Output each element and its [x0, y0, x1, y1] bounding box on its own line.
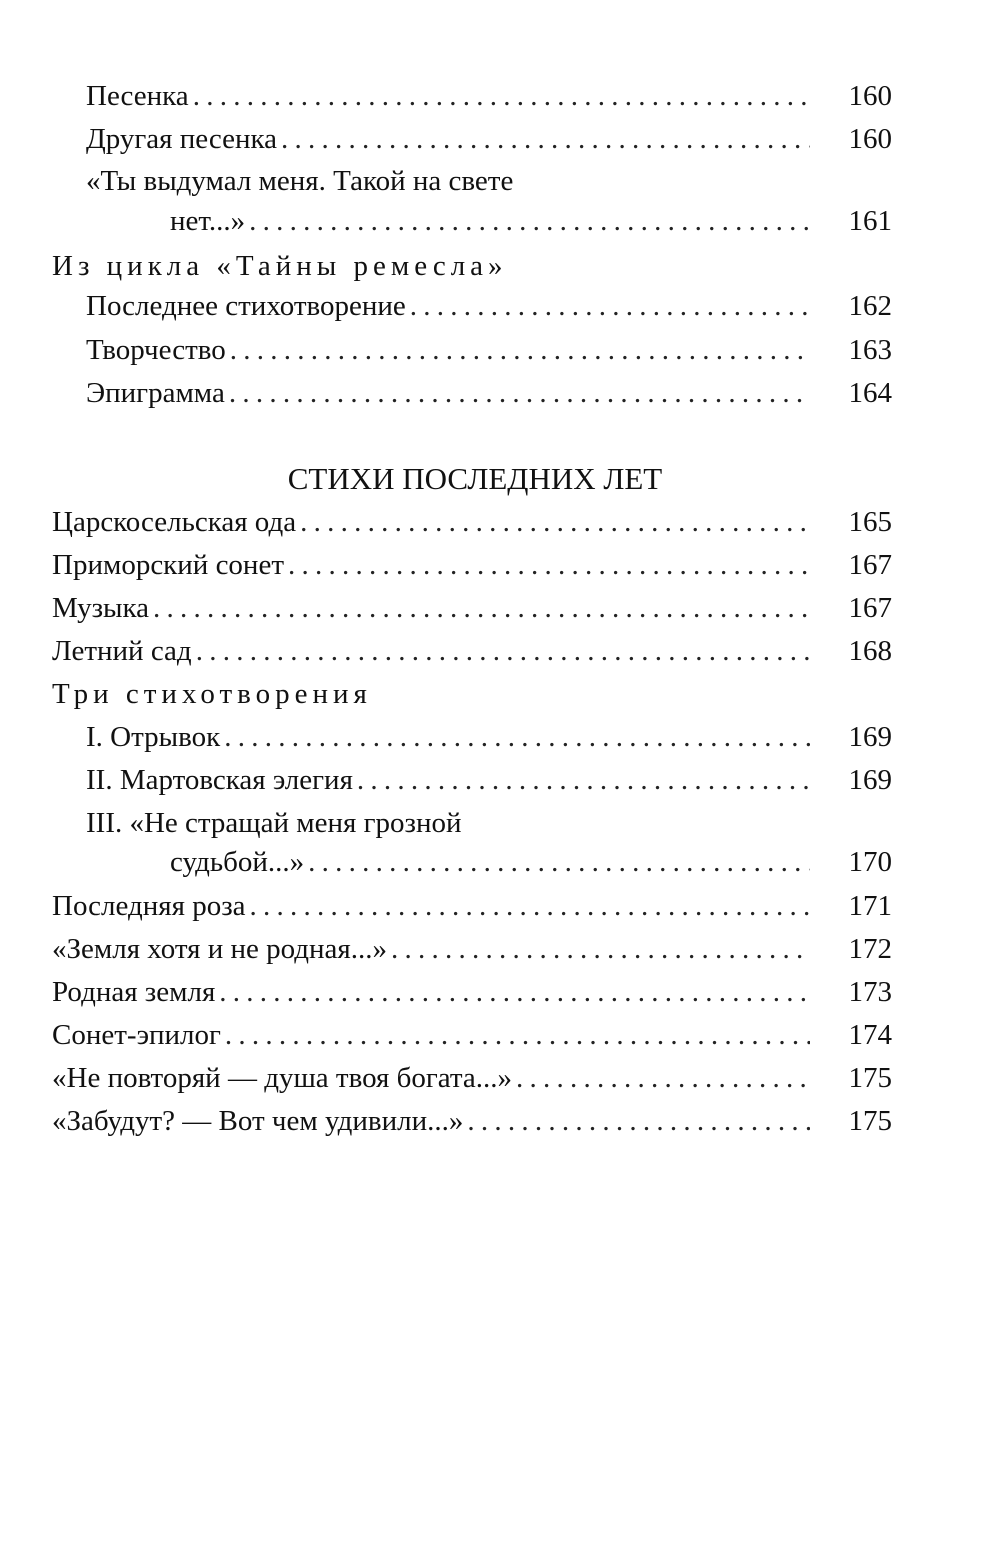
toc-page-number: 162	[848, 290, 892, 322]
toc-entry	[52, 1015, 810, 1055]
toc-row	[0, 803, 1000, 843]
toc-entry-title: «Ты выдумал меня. Такой на свете	[86, 165, 514, 197]
toc-row	[0, 886, 1000, 926]
toc-page-number: 173	[848, 976, 892, 1008]
toc-page-number: 175	[848, 1105, 892, 1137]
toc-entry	[52, 1058, 810, 1098]
toc-entry	[52, 588, 810, 628]
toc-row	[0, 119, 1000, 159]
toc-entry-title: Последняя роза	[52, 890, 246, 922]
leader-dots	[410, 286, 810, 326]
toc-entry-title: III. «Не стращай меня грозной	[86, 807, 462, 839]
toc-entry-title: «Земля хотя и не родная...»	[52, 933, 388, 965]
toc-entry	[52, 1101, 810, 1141]
toc-entry	[52, 545, 810, 585]
toc-entry-title: Последнее стихотворение	[86, 290, 406, 322]
toc-heading-text: Из цикла «Тайны ремесла»	[52, 250, 508, 282]
toc-page-number: 172	[848, 933, 892, 965]
toc-page-number: 168	[848, 635, 892, 667]
toc-entry-title: судьбой...»	[170, 846, 305, 878]
leader-dots	[193, 76, 810, 116]
toc-entry	[86, 717, 810, 757]
leader-dots	[219, 972, 810, 1012]
toc-page-number: 175	[848, 1062, 892, 1094]
section-title	[0, 457, 1000, 501]
toc-row	[0, 588, 1000, 628]
leader-dots	[308, 842, 810, 882]
toc-entry	[86, 330, 810, 370]
toc-entry	[86, 373, 810, 413]
leader-dots	[281, 119, 810, 159]
toc-cycle-heading	[52, 674, 880, 714]
toc-entry	[52, 631, 810, 671]
toc-row	[0, 502, 1000, 542]
toc-page-number: 160	[848, 123, 892, 155]
toc-entry-title: «Не повторяй — душа твоя богата...»	[52, 1062, 513, 1094]
toc-entry-title: Творчество	[86, 334, 226, 366]
toc-page-number: 170	[848, 846, 892, 878]
toc-entry-line1	[86, 161, 880, 201]
toc-row	[0, 161, 1000, 201]
toc-page-number: 164	[848, 377, 892, 409]
toc-entry-title: Другая песенка	[86, 123, 278, 155]
leader-dots	[229, 373, 810, 413]
toc-row	[0, 373, 1000, 413]
toc-entry-title: Сонет-эпилог	[52, 1019, 221, 1051]
leader-dots	[391, 929, 810, 969]
toc-row	[0, 842, 1000, 882]
toc-entry-title: II. Мартовская элегия	[86, 764, 353, 796]
toc-entry	[52, 886, 810, 926]
toc-entry-title: нет...»	[170, 205, 246, 237]
leader-dots	[230, 330, 810, 370]
toc-page-number: 167	[848, 549, 892, 581]
toc-entry-title: Летний сад	[52, 635, 192, 667]
toc-entry-title: Родная земля	[52, 976, 216, 1008]
toc-row	[0, 674, 1000, 714]
toc-entry	[52, 502, 810, 542]
toc-row	[0, 201, 1000, 241]
toc-entry-title: Приморский сонет	[52, 549, 284, 581]
toc-entry-title: I. Отрывок	[86, 721, 221, 753]
toc-row	[0, 1015, 1000, 1055]
leader-dots	[250, 886, 810, 926]
leader-dots	[288, 545, 810, 585]
toc-entry	[170, 842, 810, 882]
toc-row	[0, 246, 1000, 286]
toc-entry	[86, 286, 810, 326]
toc-row	[0, 545, 1000, 585]
toc-entry-title: Эпиграмма	[86, 377, 225, 409]
toc-entry-title: Царскосельская ода	[52, 506, 297, 538]
toc-page-number: 167	[848, 592, 892, 624]
leader-dots	[224, 717, 810, 757]
leader-dots	[300, 502, 810, 542]
toc-page-number: 163	[848, 334, 892, 366]
toc-page-number: 169	[848, 721, 892, 753]
toc-entry	[86, 119, 810, 159]
toc-page-number: 165	[848, 506, 892, 538]
toc-row	[0, 286, 1000, 326]
toc-row	[0, 330, 1000, 370]
toc-page-number: 161	[848, 205, 892, 237]
toc-row	[0, 76, 1000, 116]
toc-entry	[52, 929, 810, 969]
toc-entry-line1	[86, 803, 880, 843]
toc-row	[0, 1101, 1000, 1141]
toc-row	[0, 717, 1000, 757]
leader-dots	[225, 1015, 810, 1055]
toc-entry-title: Музыка	[52, 592, 150, 624]
toc-row	[0, 972, 1000, 1012]
toc-entry	[86, 76, 810, 116]
toc-entry-title: Песенка	[86, 80, 189, 112]
toc-entry	[86, 760, 810, 800]
toc-row	[0, 1058, 1000, 1098]
leader-dots	[516, 1058, 810, 1098]
toc-cycle-heading	[52, 246, 880, 286]
toc-entry-title: «Забудут? — Вот чем удивили...»	[52, 1105, 464, 1137]
toc-page-number: 171	[848, 890, 892, 922]
leader-dots	[249, 201, 810, 241]
toc-page-number: 169	[848, 764, 892, 796]
toc-page-number: 174	[848, 1019, 892, 1051]
toc-row	[0, 760, 1000, 800]
leader-dots	[357, 760, 810, 800]
toc-page-number: 160	[848, 80, 892, 112]
section-title-text: СТИХИ ПОСЛЕДНИХ ЛЕТ	[287, 461, 663, 496]
leader-dots	[196, 631, 810, 671]
toc-row	[0, 631, 1000, 671]
leader-dots	[153, 588, 810, 628]
toc-row	[0, 929, 1000, 969]
toc-heading-text: Три стихотворения	[52, 678, 372, 710]
toc-entry	[52, 972, 810, 1012]
leader-dots	[467, 1101, 810, 1141]
toc-entry	[170, 201, 810, 241]
